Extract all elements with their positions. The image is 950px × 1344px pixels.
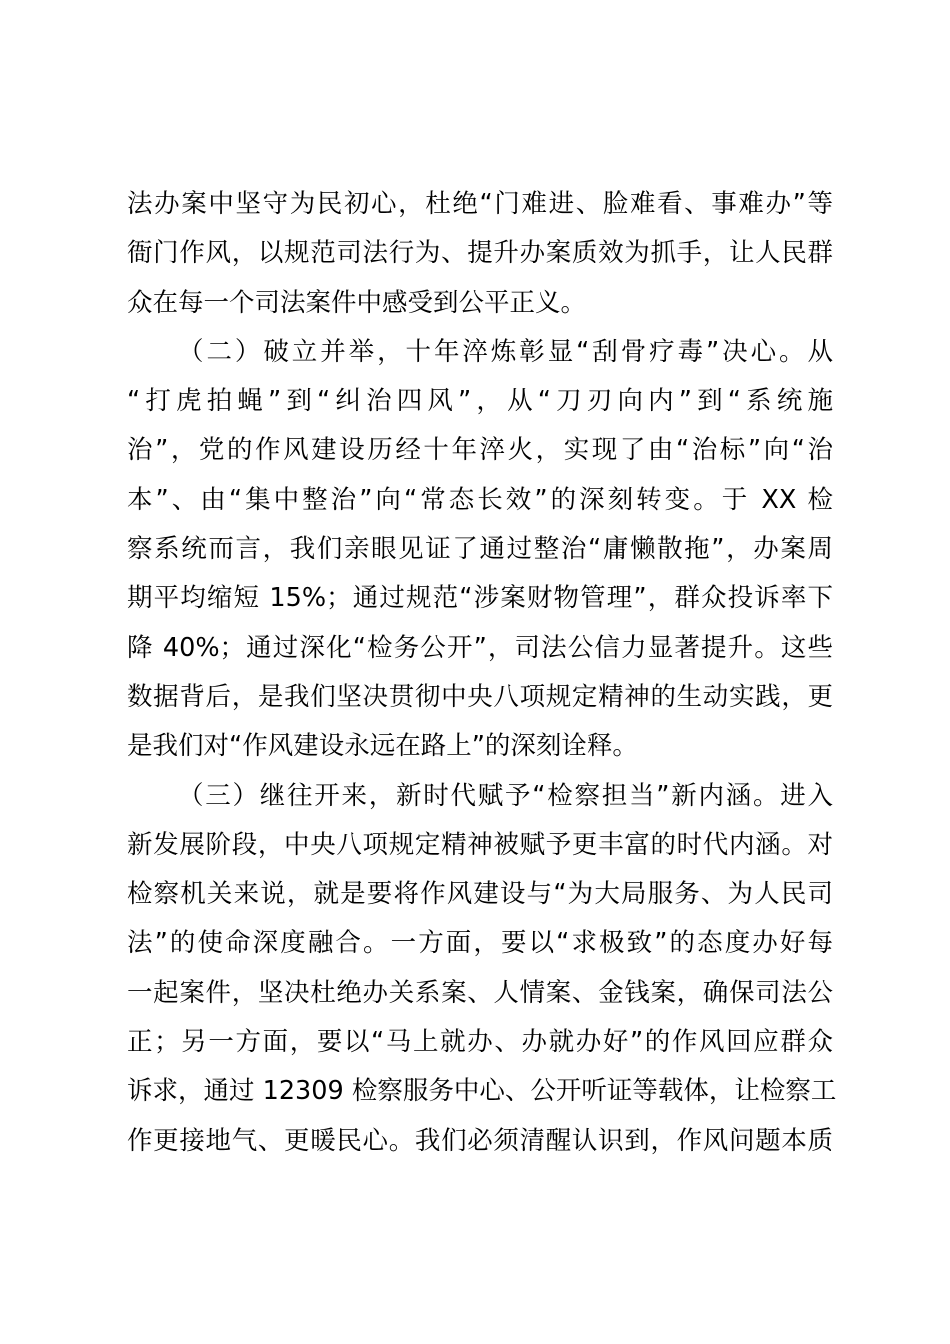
text-line: 正；另一方面，要以“马上就办、办就办好”的作风回应群众 <box>127 1027 833 1058</box>
text-line: 作更接地气、更暖民心。我们必须清醒认识到，作风问题本质 <box>127 1125 833 1156</box>
text-line: 法办案中坚守为民初心，杜绝“门难进、脸难看、事难办”等 <box>127 189 833 219</box>
text-line: 本”、由“集中整治”向“常态长效”的深刻转变。于 XX 检 <box>127 484 833 515</box>
text-line: 检察机关来说，就是要将作风建设与“为大局服务、为人民司 <box>127 879 833 910</box>
text-line: 降 40%；通过深化“检务公开”，司法公信力显著提升。这些 <box>127 632 833 663</box>
document-body <box>127 180 837 1166</box>
text-line: 一起案件，坚决杜绝办关系案、人情案、金钱案，确保司法公 <box>127 977 833 1008</box>
text-line: 数据背后，是我们坚决贯彻中央八项规定精神的生动实践，更 <box>127 681 833 712</box>
text-line: 治”，党的作风建设历经十年淬火，实现了由“治标”向“治 <box>127 435 833 466</box>
section-heading-line: （二）破立并举，十年淬炼彰显“刮骨疗毒”决心。从 <box>178 336 833 367</box>
section-heading-line: （三）继往开来，新时代赋予“检察担当”新内涵。进入 <box>178 780 833 811</box>
text-line: 察系统而言，我们亲眼见证了通过整治“庸懒散拖”，办案周 <box>127 534 833 565</box>
text-line: 是我们对“作风建设永远在路上”的深刻诠释。 <box>127 731 638 762</box>
text-line: 新发展阶段，中央八项规定精神被赋予更丰富的时代内涵。对 <box>127 829 833 860</box>
text-line: 期平均缩短 15%；通过规范“涉案财物管理”，群众投诉率下 <box>127 583 833 614</box>
text-line: 众在每一个司法案件中感受到公平正义。 <box>127 287 587 318</box>
text-line: 法”的使命深度融合。一方面，要以“求极致”的态度办好每 <box>127 928 833 959</box>
text-line: “打虎拍蝇”到“纠治四风”，从“刀刃向内”到“系统施 <box>127 386 833 417</box>
text-line: 诉求，通过 12309 检察服务中心、公开听证等载体，让检察工 <box>127 1076 837 1107</box>
text-line: 衙门作风，以规范司法行为、提升办案质效为抓手，让人民群 <box>127 238 833 269</box>
